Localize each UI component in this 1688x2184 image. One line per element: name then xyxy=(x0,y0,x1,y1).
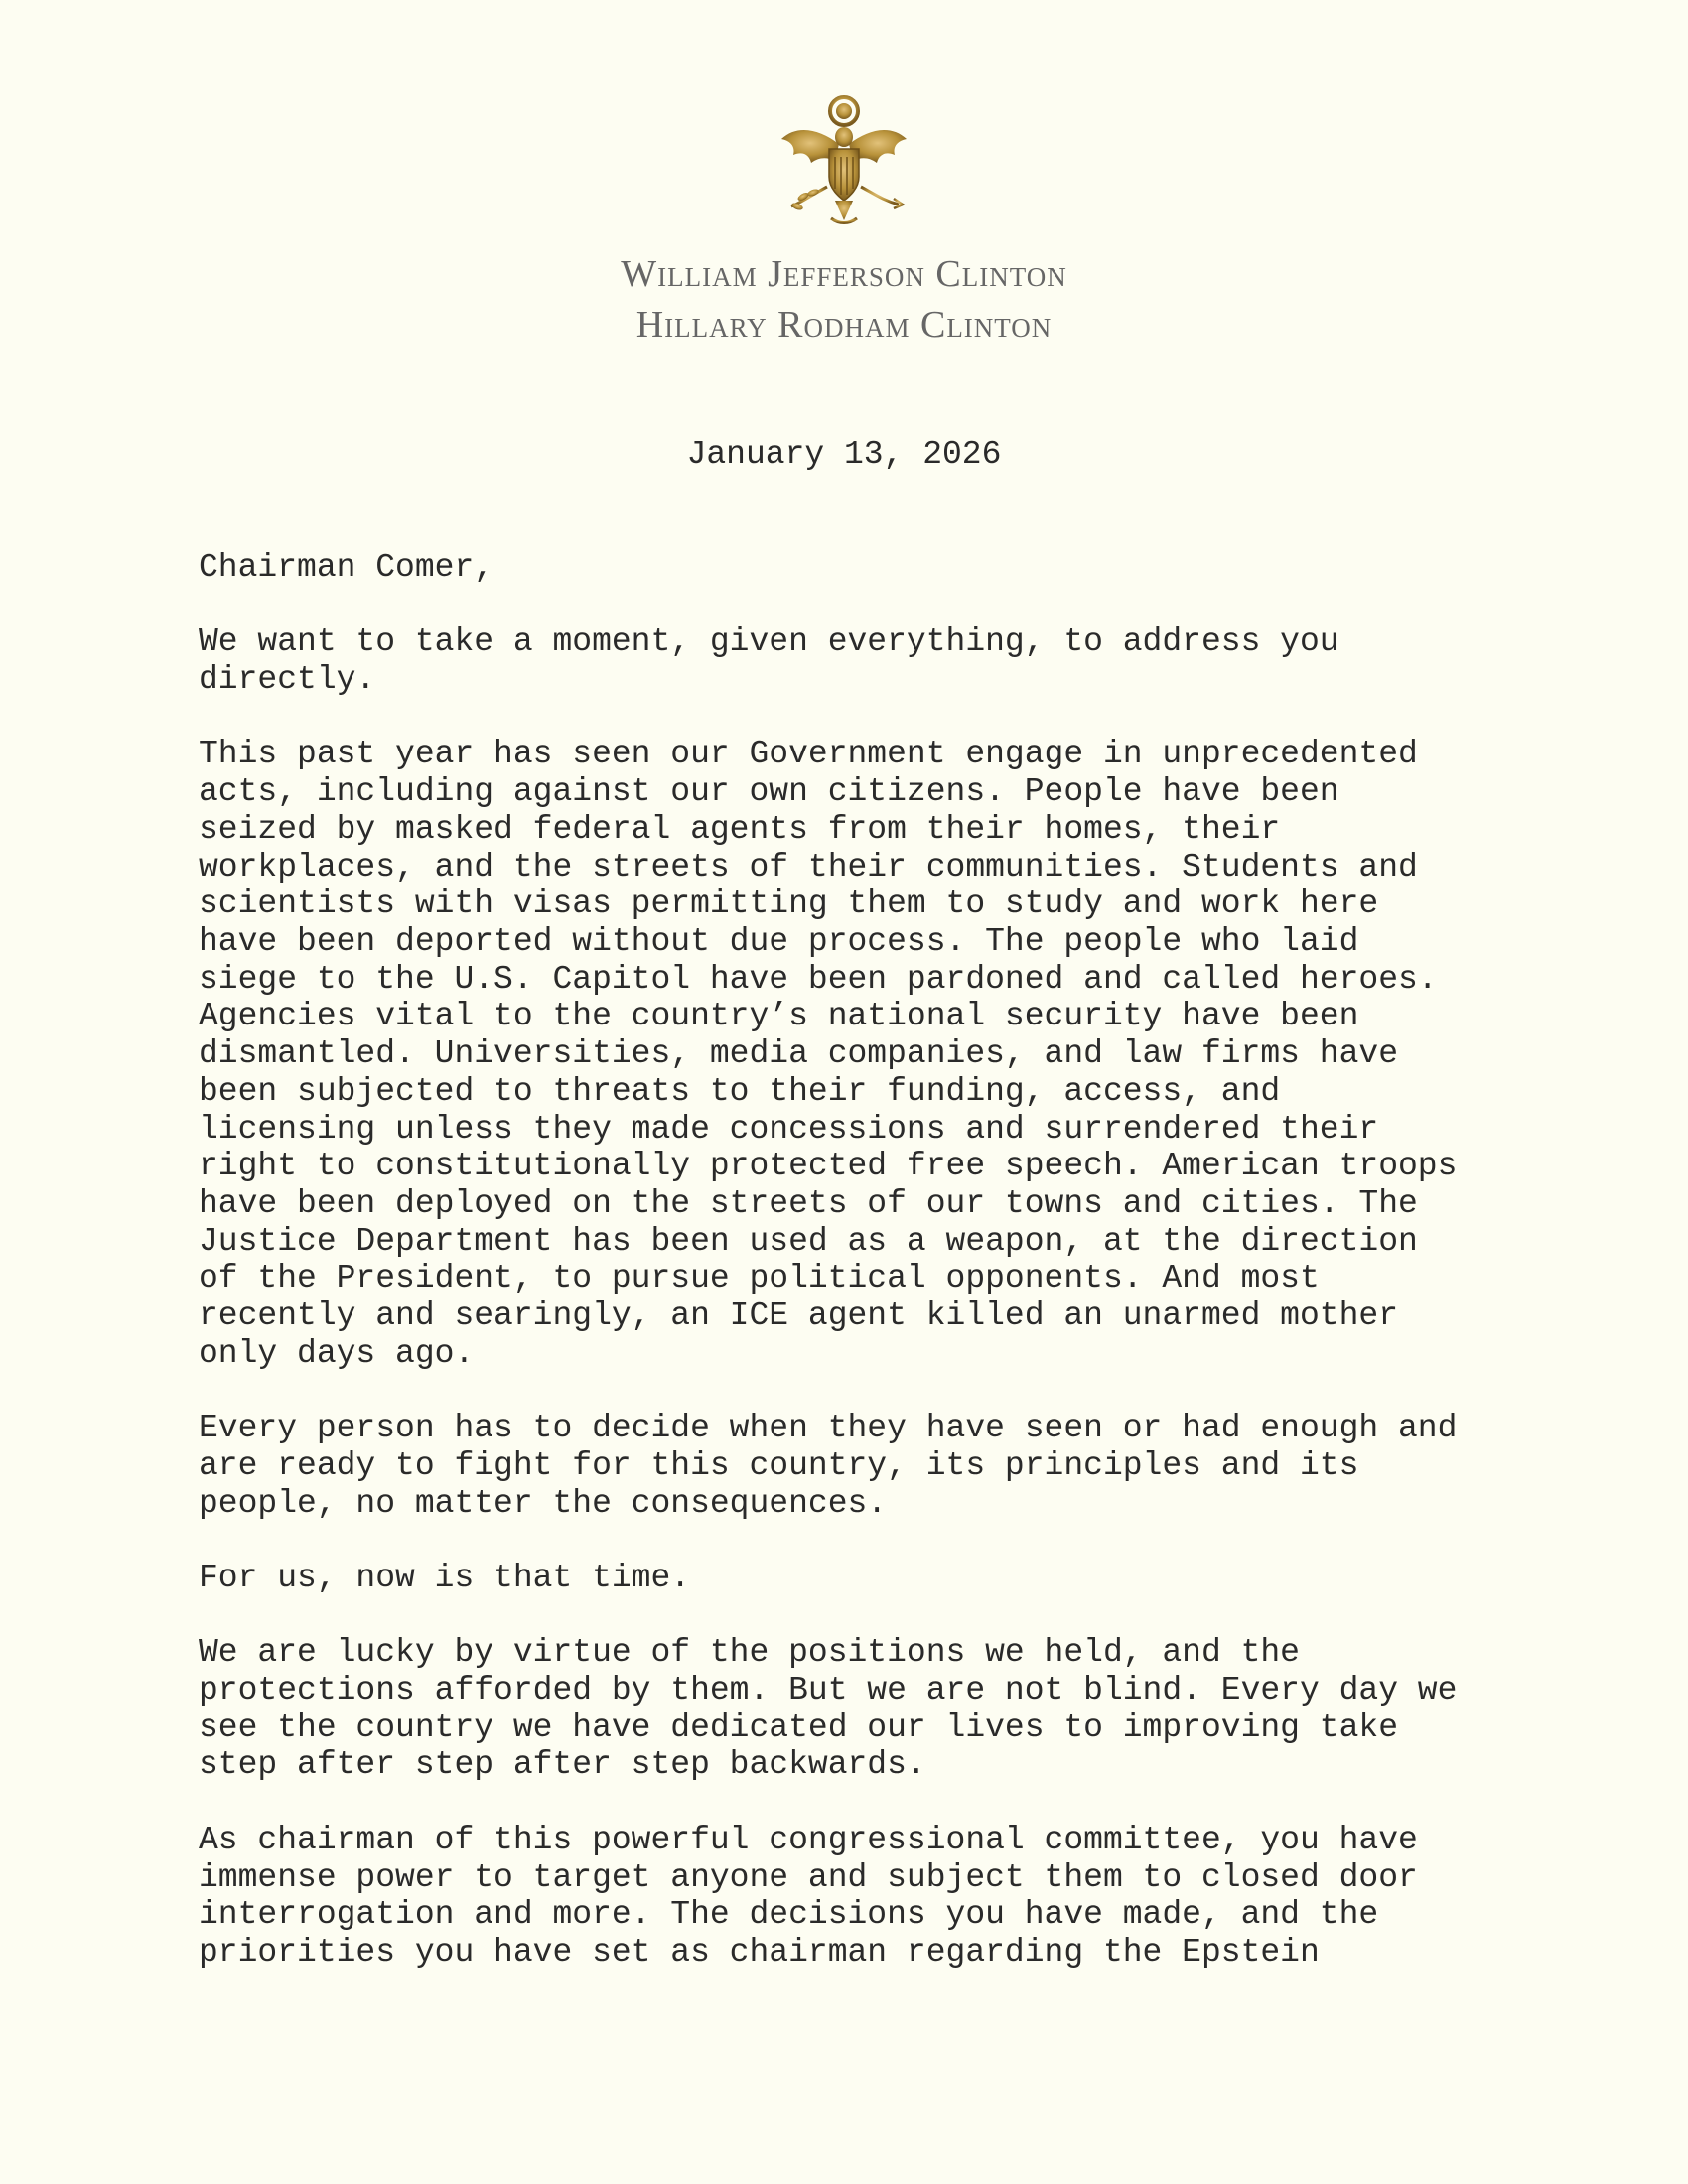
letter-paragraph-1: We want to take a moment, given everything, to address you directly. xyxy=(199,623,1339,699)
letterhead-name-line-2: Hillary Rodham Clinton xyxy=(635,304,1053,345)
letter-paragraph-4: For us, now is that time. xyxy=(199,1559,691,1596)
letter-paragraph-6: As chairman of this powerful congressional committee, you have immense power to target anyone and subject them to closed door interrogation and more. The decisions you have made, and the priorities you have set as chairman regarding the Epstein xyxy=(199,1821,1418,1971)
letter-date: January 13, 2026 xyxy=(686,436,1002,473)
letter-paragraph-3: Every person has to decide when they have seen or had enough and are ready to fight for this country, its principles and its people, no matter the consequences. xyxy=(199,1410,1458,1522)
letterhead-name-line-1: William Jefferson Clinton xyxy=(621,253,1067,295)
eagle-seal-icon xyxy=(770,89,918,238)
letter-paragraph-5: We are lucky by virtue of the positions we held, and the protections afforded by them. But we are not blind. Every day we see the country we have dedicated our lives to improving take step after step after step backwards. xyxy=(199,1634,1458,1784)
letter-body xyxy=(199,549,1509,2008)
letter-paragraph-2: This past year has seen our Government engage in unprecedented acts, including against our own citizens. People have been seized by masked federal agents from their homes, their workplaces, and the streets of their communities. Students and scientists with visas permitting them to study and work here have been deported without due process. The people who laid siege to the U.S. Capitol have been pardoned and called heroes. Agencies vital to the country’s national security have been dismantled. Universities, media companies, and law firms have been subjected to threats to their funding, access, and licensing unless they made concessions and surrendered their right to constitutionally protected free speech. American troops have been deployed on the streets of our towns and cities. The Justice Department has been used as a weapon, at the direction of the President, to pursue political opponents. And most recently and searingly, an ICE agent killed an unarmed mother only days ago. xyxy=(199,736,1458,1372)
letter-salutation: Chairman Comer, xyxy=(199,549,494,586)
